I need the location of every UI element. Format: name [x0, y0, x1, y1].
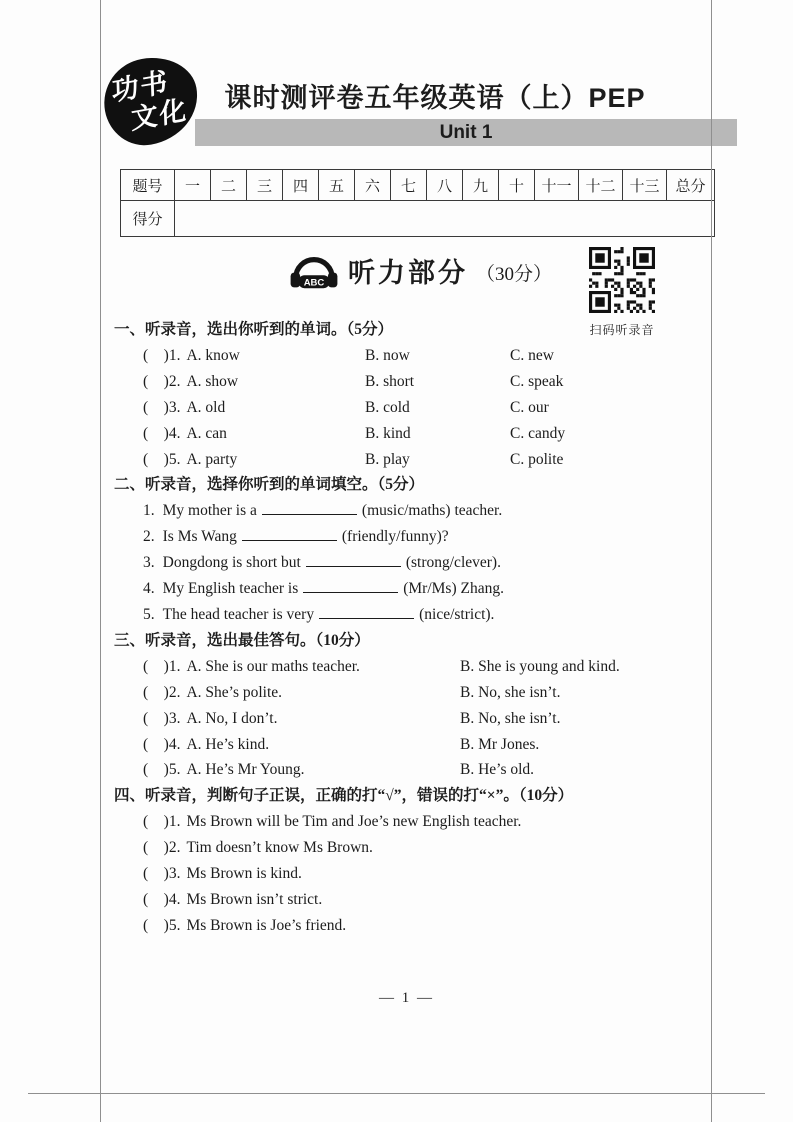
- option-a: A. show: [186, 372, 239, 390]
- answer-blank: [262, 501, 357, 516]
- item-number: 5.: [143, 605, 155, 623]
- answer-paren: ( )2.: [143, 839, 181, 857]
- sentence-pre: My English teacher is: [162, 580, 299, 598]
- option-b: B. now: [365, 346, 410, 364]
- unit-label: Unit 1: [195, 119, 737, 146]
- page-border-bottom: [28, 1093, 765, 1094]
- sentence-pre: Dongdong is short but: [162, 554, 301, 572]
- option-b: B. play: [365, 450, 410, 468]
- option-a: A. She’s polite.: [186, 683, 283, 701]
- question-item: [100, 524, 713, 550]
- score-col: 七: [391, 170, 427, 201]
- score-col: 十一: [535, 170, 579, 201]
- answer-paren: ( )5.: [143, 916, 181, 934]
- question-item: [100, 421, 713, 447]
- score-col: 十三: [623, 170, 667, 201]
- qr-caption: 扫码听录音: [589, 323, 655, 337]
- answer-paren: ( )1.: [143, 813, 181, 831]
- sentence-post: (Mr/Ms) Zhang.: [403, 580, 504, 598]
- section-heading: 一、听录音，选出你听到的单词。（5分）: [114, 321, 394, 338]
- option-a: A. No, I don’t.: [186, 709, 278, 727]
- item-number: 1.: [143, 502, 155, 520]
- score-col: 十: [499, 170, 535, 201]
- sentence-post: (friendly/funny)?: [341, 528, 449, 546]
- answer-paren: ( )3.: [143, 398, 181, 416]
- option-c: C. speak: [510, 372, 564, 390]
- option-b: B. She is young and kind.: [460, 657, 620, 675]
- question-item: [100, 732, 713, 758]
- question-item: [100, 680, 713, 706]
- score-col: 三: [247, 170, 283, 201]
- question-item: [100, 654, 713, 680]
- answer-blank: [319, 604, 414, 619]
- question-item: [100, 835, 713, 861]
- score-row-label: 得分: [121, 201, 175, 237]
- question-item: [100, 757, 713, 783]
- page-border-left: [100, 0, 101, 1122]
- qr-code: [589, 247, 655, 313]
- answer-paren: ( )1.: [143, 346, 181, 364]
- question-body: [100, 317, 713, 939]
- section-3-best-answer: [100, 628, 713, 783]
- section-2-fill-blank: [100, 472, 713, 627]
- page-border-right: [711, 0, 712, 1122]
- option-a: A. He’s Mr Young.: [186, 761, 305, 779]
- option-c: C. polite: [510, 450, 564, 468]
- sentence-pre: My mother is a: [162, 502, 257, 520]
- question-item: [100, 576, 713, 602]
- sentence-post: (music/maths) teacher.: [361, 502, 503, 520]
- option-c: C. our: [510, 398, 549, 416]
- option-c: C. candy: [510, 424, 566, 442]
- page-number: — 1 —: [379, 990, 434, 1006]
- item-number: 2.: [143, 528, 155, 546]
- option-b: B. Mr Jones.: [460, 735, 540, 753]
- question-item: [100, 706, 713, 732]
- option-c: C. new: [510, 346, 554, 364]
- score-table-corner: 题号: [121, 170, 175, 201]
- question-item: [100, 887, 713, 913]
- question-item: [100, 395, 713, 421]
- score-col: 一: [175, 170, 211, 201]
- score-col: 二: [211, 170, 247, 201]
- answer-blank: [306, 552, 401, 567]
- paper-title: 课时测评卷五年级英语（上）PEP: [224, 83, 646, 113]
- question-item: [100, 809, 713, 835]
- score-entry-cell: [175, 201, 715, 237]
- option-b: B. He’s old.: [460, 761, 535, 779]
- option-a: A. know: [186, 346, 240, 364]
- score-table: [120, 169, 715, 237]
- statement: Ms Brown is Joe’s friend.: [186, 916, 347, 934]
- question-item: [100, 861, 713, 887]
- sentence-post: (strong/clever).: [405, 554, 501, 572]
- section-heading: 三、听录音，选出最佳答句。（10分）: [114, 631, 370, 649]
- option-a: A. old: [186, 398, 226, 416]
- answer-paren: ( )1.: [143, 657, 181, 675]
- item-number: 3.: [143, 554, 155, 572]
- question-item: [100, 498, 713, 524]
- option-b: B. short: [365, 372, 415, 390]
- logo-text-line1: 功书: [111, 66, 170, 107]
- listening-score: （30分）: [476, 264, 553, 285]
- sentence-pre: The head teacher is very: [162, 605, 315, 623]
- score-col: 总分: [667, 170, 715, 201]
- option-a: A. can: [186, 424, 227, 442]
- listening-section-banner: [288, 250, 552, 290]
- option-b: B. No, she isn’t.: [460, 683, 561, 701]
- answer-paren: ( )3.: [143, 709, 181, 727]
- sentence-post: (nice/strict).: [419, 605, 495, 623]
- listening-title: 听力部分: [348, 257, 468, 288]
- headphones-icon: [288, 250, 340, 290]
- publisher-logo: [97, 50, 205, 151]
- answer-paren: ( )2.: [143, 372, 181, 390]
- answer-paren: ( )2.: [143, 683, 181, 701]
- option-b: B. cold: [365, 398, 410, 416]
- statement: Ms Brown will be Tim and Joe’s new English teacher.: [186, 813, 522, 831]
- answer-paren: ( )5.: [143, 450, 181, 468]
- score-col: 五: [319, 170, 355, 201]
- question-item: [100, 447, 713, 473]
- section-heading: 四、听录音，判断句子正误，正确的打“√”，错误的打“×”。（10分）: [114, 787, 574, 805]
- score-col: 九: [463, 170, 499, 201]
- question-item: [100, 550, 713, 576]
- answer-blank: [242, 527, 337, 542]
- item-number: 4.: [143, 580, 155, 598]
- option-a: A. party: [186, 450, 238, 468]
- question-item: [100, 602, 713, 628]
- answer-paren: ( )3.: [143, 865, 181, 883]
- question-item: [100, 913, 713, 939]
- score-table-header-row: [121, 170, 715, 201]
- answer-blank: [303, 578, 398, 593]
- statement: Ms Brown isn’t strict.: [186, 890, 323, 908]
- sentence-pre: Is Ms Wang: [162, 528, 237, 546]
- score-col: 八: [427, 170, 463, 201]
- question-item: [100, 369, 713, 395]
- abc-label: ABC: [303, 277, 325, 289]
- option-b: B. kind: [365, 424, 411, 442]
- score-col: 十二: [579, 170, 623, 201]
- statement: Ms Brown is kind.: [186, 865, 302, 883]
- option-b: B. No, she isn’t.: [460, 709, 561, 727]
- section-1-choose-word: [100, 317, 713, 472]
- score-table-score-row: [121, 201, 715, 237]
- answer-paren: ( )4.: [143, 424, 181, 442]
- logo-text-line2: 文化: [130, 94, 189, 135]
- section-4-true-false: [100, 783, 713, 938]
- question-item: [100, 343, 713, 369]
- statement: Tim doesn’t know Ms Brown.: [186, 839, 373, 857]
- option-a: A. He’s kind.: [186, 735, 270, 753]
- option-a: A. She is our maths teacher.: [186, 657, 360, 675]
- answer-paren: ( )5.: [143, 761, 181, 779]
- score-col: 四: [283, 170, 319, 201]
- section-heading: 二、听录音，选择你听到的单词填空。（5分）: [114, 476, 425, 494]
- answer-paren: ( )4.: [143, 735, 181, 753]
- answer-paren: ( )4.: [143, 890, 181, 908]
- score-col: 六: [355, 170, 391, 201]
